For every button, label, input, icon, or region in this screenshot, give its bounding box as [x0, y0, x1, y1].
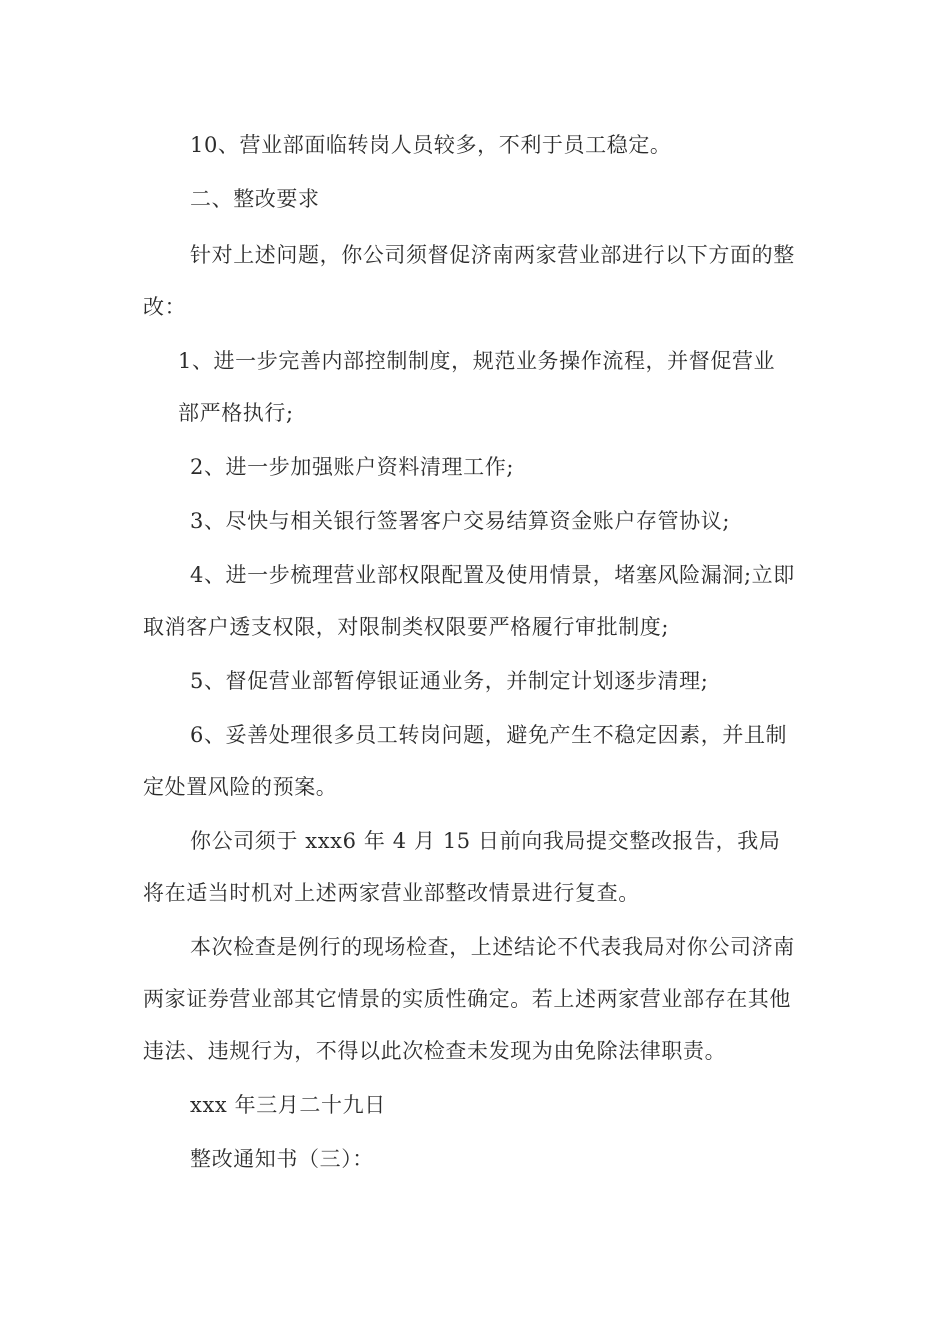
list-item-1-cont: 部严格执行;: [178, 401, 294, 425]
date-line: xxx 年三月二十九日: [190, 1093, 386, 1117]
paragraph-disclaimer-cont: 两家证券营业部其它情景的实质性确定。若上述两家营业部存在其他: [143, 987, 791, 1011]
paragraph-disclaimer-end: 违法、违规行为，不得以此次检查未发现为由免除法律职责。: [143, 1039, 727, 1063]
paragraph-intro: 针对上述问题，你公司须督促济南两家营业部进行以下方面的整: [190, 243, 795, 267]
list-item-6: 6、妥善处理很多员工转岗问题，避免产生不稳定因素，并且制: [190, 723, 788, 747]
list-item-2: 2、进一步加强账户资料清理工作;: [190, 455, 515, 479]
list-item-6-cont: 定处置风险的预案。: [143, 775, 338, 799]
next-notice-title: 整改通知书（三）：: [190, 1147, 374, 1171]
list-item-5: 5、督促营业部暂停银证通业务，并制定计划逐步清理;: [190, 669, 709, 693]
list-item-1: 1、进一步完善内部控制制度，规范业务操作流程，并督促营业: [178, 349, 776, 373]
paragraph-deadline-cont: 将在适当时机对上述两家营业部整改情景进行复查。: [143, 881, 640, 905]
list-item-3: 3、尽快与相关银行签署客户交易结算资金账户存管协议;: [190, 509, 731, 533]
paragraph-deadline: 你公司须于 xxx6 年 4 月 15 日前向我局提交整改报告，我局: [190, 829, 781, 853]
list-item-10: 10、营业部面临转岗人员较多，不利于员工稳定。: [190, 133, 672, 157]
section-heading: 二、整改要求: [190, 187, 320, 211]
list-item-4: 4、进一步梳理营业部权限配置及使用情景，堵塞风险漏洞;立即: [190, 563, 795, 587]
list-item-4-cont: 取消客户透支权限，对限制类权限要严格履行审批制度;: [143, 615, 670, 639]
paragraph-disclaimer: 本次检查是例行的现场检查，上述结论不代表我局对你公司济南: [190, 935, 795, 959]
paragraph-intro-cont: 改：: [143, 295, 187, 319]
